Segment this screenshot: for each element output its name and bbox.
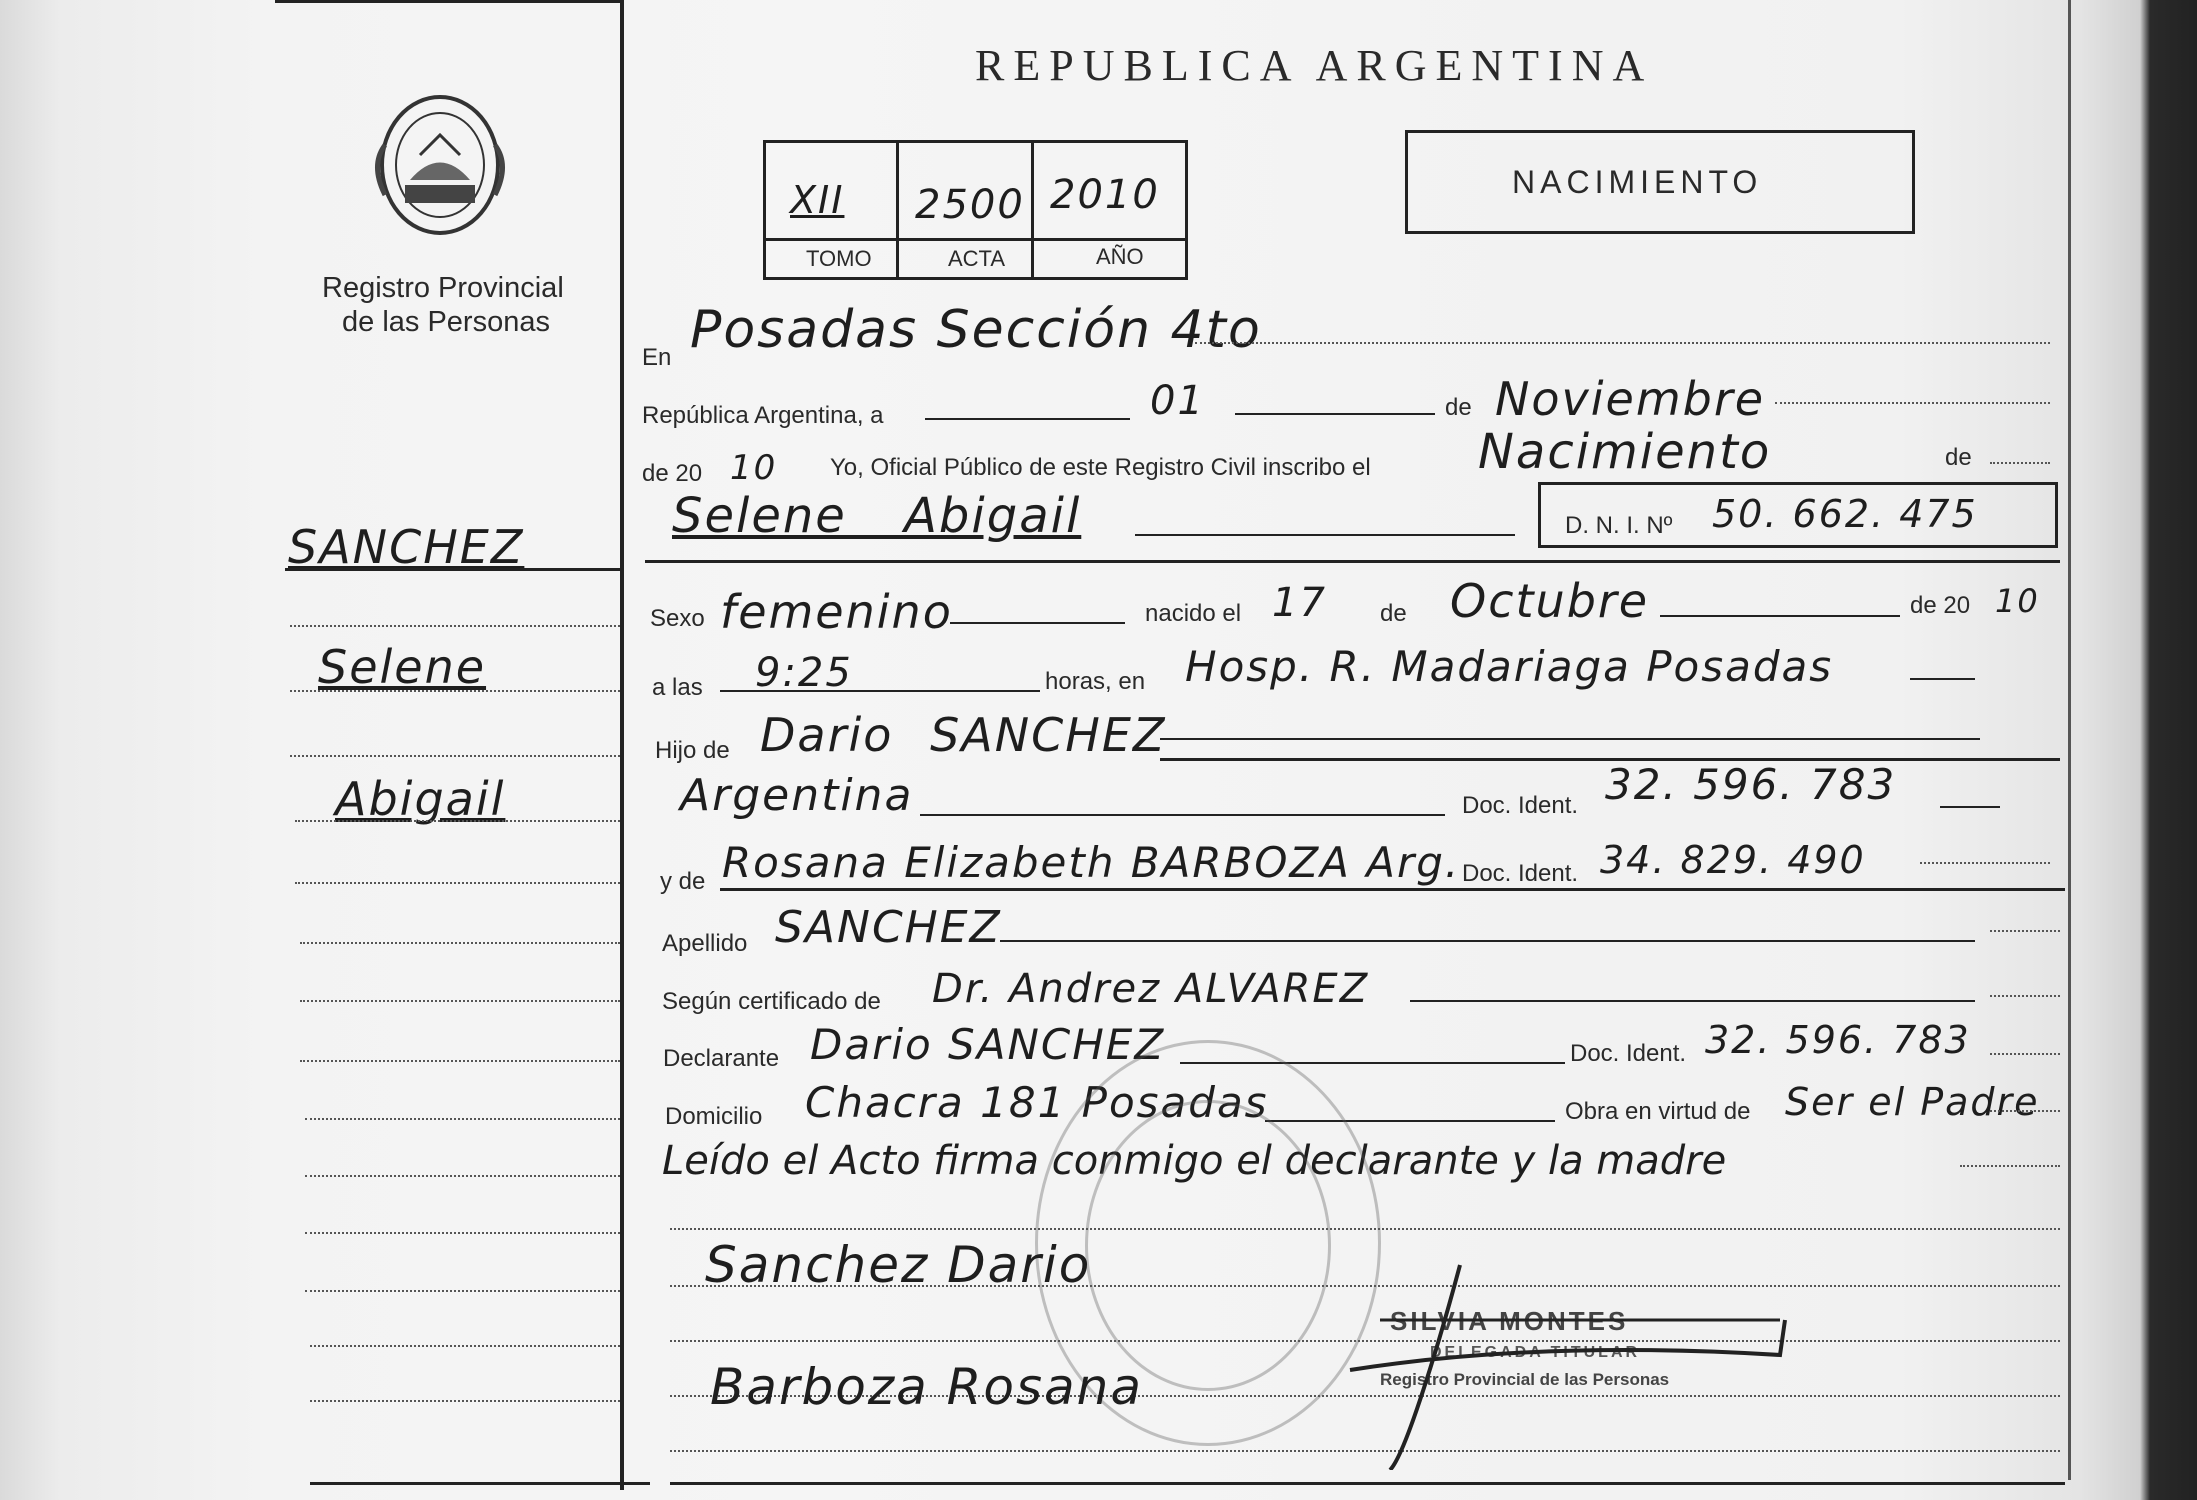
table-divider-1 xyxy=(896,140,899,280)
label-hijo: Hijo de xyxy=(655,737,730,764)
line-time xyxy=(720,690,1040,692)
acta-value: 2500 xyxy=(915,182,1025,228)
tomo-value: XII xyxy=(790,178,845,222)
label-sexo: Sexo xyxy=(650,605,705,632)
form-line xyxy=(1990,930,2060,932)
label-apellido: Apellido xyxy=(662,930,748,957)
line-act xyxy=(1990,462,2050,464)
line-month xyxy=(1775,402,2050,404)
form-line xyxy=(1990,995,2060,997)
label-dni: D. N. I. Nº xyxy=(1565,512,1673,539)
margin-line xyxy=(290,625,620,627)
misiones-emblem-icon xyxy=(365,85,515,245)
value-birth-day: 17 xyxy=(1272,580,1327,626)
margin-surname-rule xyxy=(285,568,620,571)
anio-label: AÑO xyxy=(1096,244,1144,269)
line-name xyxy=(1135,534,1515,536)
label-republica: República Argentina, a xyxy=(642,402,884,429)
value-father: Dario SANCHEZ xyxy=(760,708,1167,762)
margin-line xyxy=(295,882,620,884)
margin-line xyxy=(290,755,620,757)
left-column-border xyxy=(620,0,624,1490)
anio-value: 2010 xyxy=(1050,172,1160,218)
line-doctor xyxy=(1410,1000,1975,1002)
margin-line xyxy=(290,690,620,692)
margin-line xyxy=(300,1060,620,1062)
section-rule-3 xyxy=(720,888,2065,891)
table-divider-h xyxy=(763,238,1188,241)
line-day-1 xyxy=(925,418,1130,420)
signature-declarante: Sanchez Dario xyxy=(705,1236,1092,1294)
line-nationality xyxy=(920,814,1445,816)
margin-line xyxy=(305,1290,620,1292)
stamp-title: DELEGADA TITULAR xyxy=(1430,1344,1641,1361)
tomo-label: TOMO xyxy=(806,246,872,271)
label-domicilio: Domicilio xyxy=(665,1103,763,1130)
value-declarante-doc: 32. 596. 783 xyxy=(1705,1018,1971,1062)
line-apellido xyxy=(1000,940,1975,942)
margin-line xyxy=(300,1000,620,1002)
official-signature-stamp xyxy=(1340,1260,1800,1470)
value-birthplace: Hosp. R. Madariaga Posadas xyxy=(1185,642,1834,691)
stamp-name: SILVIA MONTES xyxy=(1390,1306,1629,1336)
value-sexo: femenino xyxy=(720,585,953,639)
label-declarante: Declarante xyxy=(663,1045,780,1072)
line-birthplace xyxy=(1910,678,1975,680)
line-day-2 xyxy=(1235,413,1435,415)
margin-line xyxy=(300,942,620,944)
value-child-name: Selene Abigail xyxy=(672,488,1082,544)
value-birth-year: 10 xyxy=(1995,582,2040,620)
right-edge-line xyxy=(2068,0,2071,1480)
label-de-3: de xyxy=(1380,600,1407,627)
label-doc-1: Doc. Ident. xyxy=(1462,792,1579,819)
label-en: En xyxy=(642,344,672,371)
value-dni: 50. 662. 475 xyxy=(1712,492,1978,536)
form-line xyxy=(1960,1165,2060,1167)
value-declarante: Dario SANCHEZ xyxy=(810,1020,1166,1069)
margin-line xyxy=(305,1175,620,1177)
registry-seal-inner xyxy=(1085,1100,1331,1391)
value-father-nationality: Argentina xyxy=(680,770,914,821)
value-birth-month: Octubre xyxy=(1450,574,1650,628)
label-horas: horas, en xyxy=(1045,668,1146,695)
top-left-rule xyxy=(275,0,620,3)
margin-line xyxy=(305,1232,620,1234)
value-doctor: Dr. Andrez ALVAREZ xyxy=(932,966,1370,1012)
margin-second-name: Abigail xyxy=(335,772,506,826)
value-note: Leído el Acto firma conmigo el declarante y la madre xyxy=(662,1138,1727,1184)
document-type: NACIMIENTO xyxy=(1512,164,1763,200)
label-alas: a las xyxy=(652,674,703,701)
form-line xyxy=(1990,1053,2060,1055)
section-rule-1 xyxy=(645,560,2060,563)
official-signature-icon xyxy=(1340,1260,1800,1470)
label-obra: Obra en virtud de xyxy=(1565,1098,1751,1125)
value-domicilio: Chacra 181 Posadas xyxy=(805,1078,1269,1127)
value-act: Nacimiento xyxy=(1478,424,1772,480)
margin-surname: SANCHEZ xyxy=(288,520,525,574)
line-place xyxy=(1195,342,2050,344)
margin-line xyxy=(305,1118,620,1120)
margin-bottom-rule xyxy=(310,1482,650,1485)
registry-name-line2: de las Personas xyxy=(342,306,550,338)
label-oficial: Yo, Oficial Público de este Registro Civil inscribo el xyxy=(830,454,1371,481)
form-line xyxy=(1990,1110,2060,1112)
table-divider-2 xyxy=(1031,140,1034,280)
value-mother: Rosana Elizabeth BARBOZA Arg. xyxy=(722,838,1461,887)
form-line xyxy=(1920,862,2050,864)
line-sexo xyxy=(950,622,1125,624)
line-birth-month xyxy=(1660,615,1900,617)
acta-label: ACTA xyxy=(948,246,1006,271)
margin-line xyxy=(310,1400,620,1402)
value-month: Noviembre xyxy=(1495,372,1766,426)
registry-name-line1: Registro Provincial xyxy=(322,272,564,304)
label-year-prefix: de 20 xyxy=(642,460,703,487)
label-doc-2: Doc. Ident. xyxy=(1462,860,1579,887)
label-nacido: nacido el xyxy=(1145,600,1242,627)
margin-line xyxy=(310,1345,620,1347)
label-segun: Según certificado de xyxy=(662,988,881,1015)
label-de20: de 20 xyxy=(1910,592,1971,619)
margin-first-name: Selene xyxy=(318,640,487,694)
label-doc-3: Doc. Ident. xyxy=(1570,1040,1687,1067)
value-obra: Ser el Padre xyxy=(1785,1080,2040,1124)
stamp-registry: Registro Provincial de las Personas xyxy=(1380,1370,1670,1389)
label-de-2: de xyxy=(1945,444,1972,471)
country-title: REPUBLICA ARGENTINA xyxy=(975,41,1654,90)
line-father xyxy=(1160,738,1980,740)
line-father-doc xyxy=(1940,806,2000,808)
value-time: 9:25 xyxy=(755,650,853,696)
value-mother-doc: 34. 829. 490 xyxy=(1600,838,1866,882)
label-de-1: de xyxy=(1445,394,1472,421)
value-apellido: SANCHEZ xyxy=(775,902,1002,953)
value-place: Posadas Sección 4to xyxy=(690,300,1262,360)
value-year-suffix: 10 xyxy=(730,448,778,488)
form-bottom-rule xyxy=(670,1482,2065,1485)
signature-madre: Barboza Rosana xyxy=(710,1358,1143,1416)
value-father-doc: 32. 596. 783 xyxy=(1605,760,1897,809)
value-day: 01 xyxy=(1150,378,1205,424)
label-yde: y de xyxy=(660,868,706,895)
margin-line xyxy=(295,820,620,822)
